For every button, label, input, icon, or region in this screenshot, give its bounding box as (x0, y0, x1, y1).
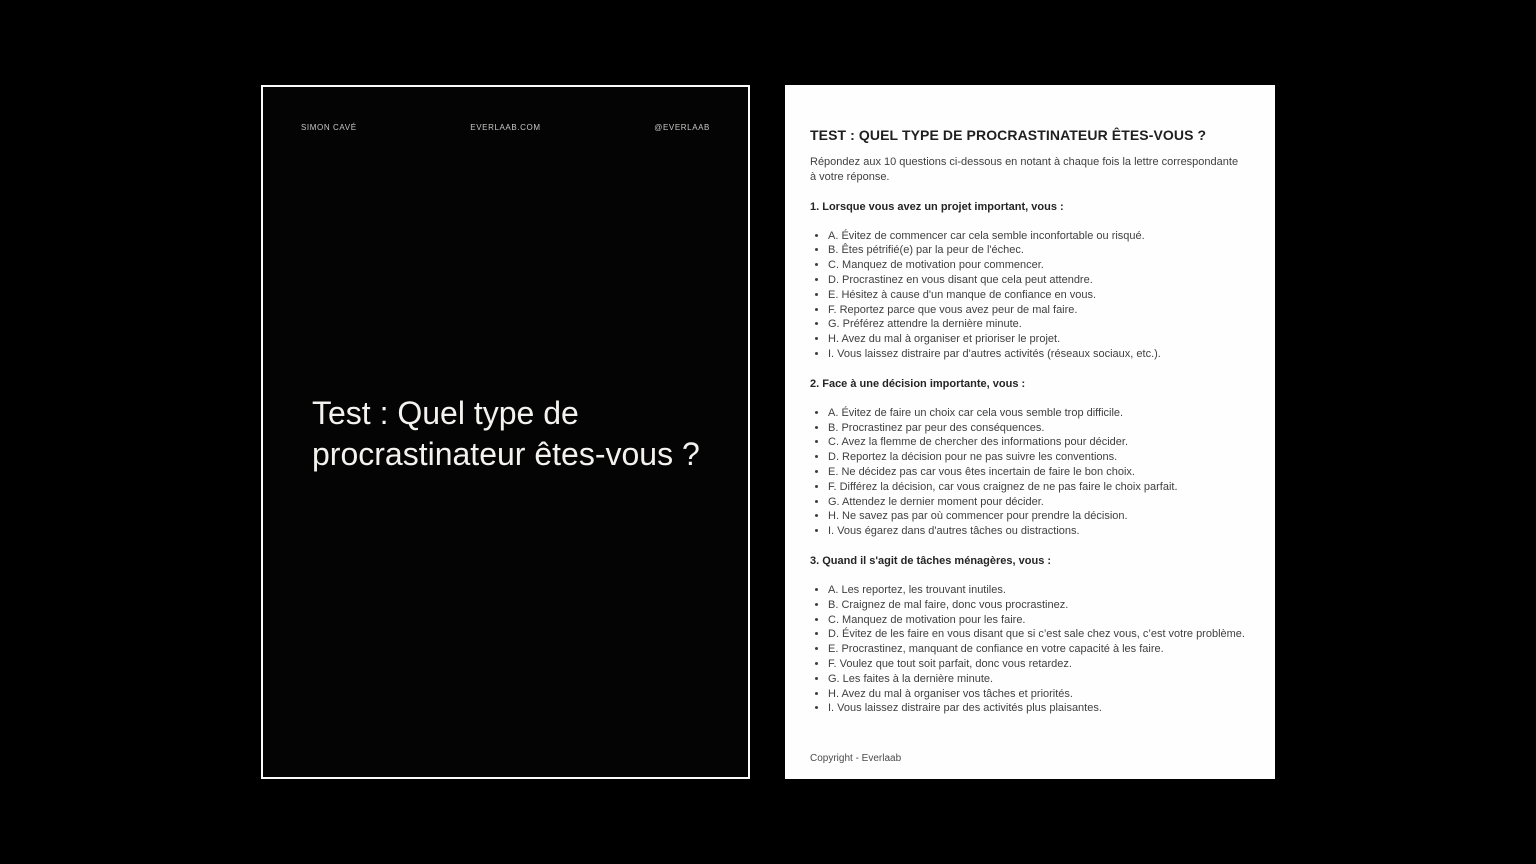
text-line: procrastinateur êtes-vous ? (312, 436, 700, 472)
option-item: • I. Vous laissez distraire par d'autres activités (réseaux sociaux, etc.). (828, 347, 1255, 362)
option-item: • H. Avez du mal à organiser vos tâches et priorités. (828, 687, 1255, 702)
cover-title (312, 393, 700, 475)
option-item: • E. Ne décidez pas car vous êtes incertain de faire le bon choix. (828, 465, 1255, 480)
options-list (810, 406, 1255, 539)
handle-label: @EVERLAAB (654, 123, 710, 132)
option-item: • G. Préférez attendre la dernière minute. (828, 317, 1255, 332)
option-item: • C. Manquez de motivation pour les faire. (828, 613, 1255, 628)
question-label: 3. Quand il s'agit de tâches ménagères, vous : (810, 554, 1052, 567)
site-label: EVERLAAB.COM (470, 123, 541, 132)
option-item: • D. Reportez la décision pour ne pas suivre les conventions. (828, 450, 1255, 465)
option-item: • D. Procrastinez en vous disant que cela peut attendre. (828, 273, 1255, 288)
text-line: Répondez aux 10 questions ci-dessous en notant à chaque fois la lettre correspondante (810, 156, 1239, 168)
option-item: • H. Avez du mal à organiser et prioriser le projet. (828, 332, 1255, 347)
questions-container (810, 200, 1255, 717)
option-item: • G. Les faites à la dernière minute. (828, 672, 1255, 687)
option-item: • F. Reportez parce que vous avez peur de mal faire. (828, 303, 1255, 318)
option-item: • F. Différez la décision, car vous craignez de ne pas faire le choix parfait. (828, 480, 1255, 495)
options-list (810, 229, 1255, 362)
quiz-page (785, 85, 1275, 779)
quiz-content (785, 85, 1275, 779)
quiz-title: TEST : QUEL TYPE DE PROCRASTINATEUR ÊTES-VOUS ? (810, 127, 1207, 143)
option-item: • I. Vous laissez distraire par des activités plus plaisantes. (828, 701, 1255, 716)
option-item: • H. Ne savez pas par où commencer pour prendre la décision. (828, 509, 1255, 524)
option-item: • B. Craignez de mal faire, donc vous procrastinez. (828, 598, 1255, 613)
option-item: • F. Voulez que tout soit parfait, donc vous retardez. (828, 657, 1255, 672)
cover-page (261, 85, 750, 779)
option-item: • C. Avez la flemme de chercher des informations pour décider. (828, 435, 1255, 450)
copyright-footer: Copyright - Everlaab (810, 753, 902, 764)
quiz-intro (810, 155, 1255, 185)
option-item: • I. Vous égarez dans d'autres tâches ou distractions. (828, 524, 1255, 539)
option-item: • C. Manquez de motivation pour commencer. (828, 258, 1255, 273)
option-item: • A. Évitez de faire un choix car cela vous semble trop difficile. (828, 406, 1255, 421)
option-item: • E. Hésitez à cause d'un manque de confiance en vous. (828, 288, 1255, 303)
option-item: • A. Évitez de commencer car cela semble inconfortable ou risqué. (828, 229, 1255, 244)
option-item: • B. Procrastinez par peur des conséquences. (828, 421, 1255, 436)
option-item: • B. Êtes pétrifié(e) par la peur de l'échec. (828, 243, 1255, 258)
author-label: SIMON CAVÉ (301, 123, 357, 132)
option-item: • E. Procrastinez, manquant de confiance en votre capacité à les faire. (828, 642, 1255, 657)
cover-header (263, 123, 748, 133)
text-line: à votre réponse. (810, 170, 890, 183)
option-item: • A. Les reportez, les trouvant inutiles. (828, 583, 1255, 598)
question-label: 2. Face à une décision importante, vous : (810, 377, 1026, 390)
question-label: 1. Lorsque vous avez un projet important, vous : (810, 200, 1064, 213)
option-item: • G. Attendez le dernier moment pour décider. (828, 495, 1255, 510)
option-item: • D. Évitez de les faire en vous disant que si c’est sale chez vous, c’est votre problème. (828, 627, 1255, 642)
options-list (810, 583, 1255, 716)
text-line: Test : Quel type de (312, 395, 579, 431)
